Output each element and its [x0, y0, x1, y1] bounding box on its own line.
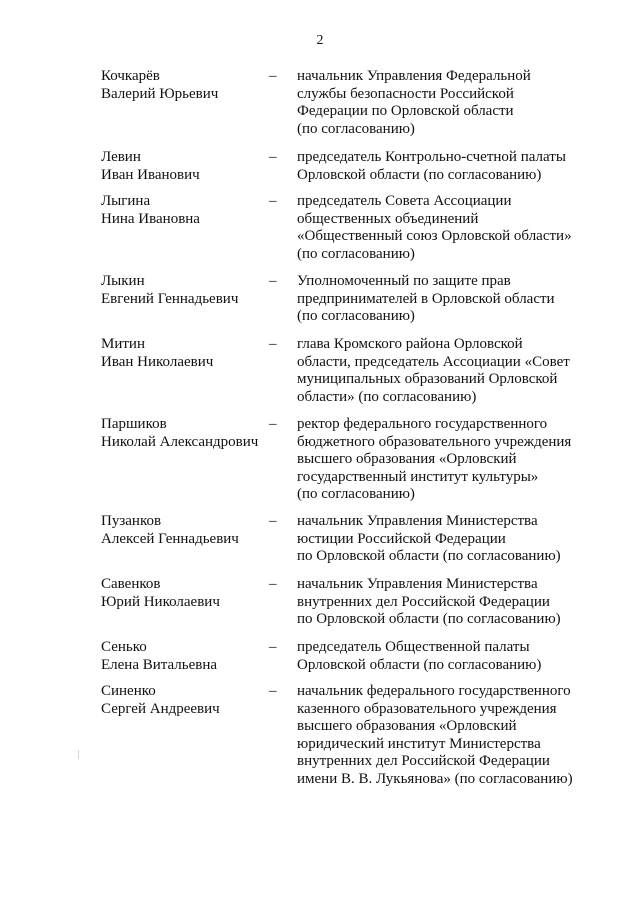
member-role-line: Федерации по Орловской области [297, 103, 514, 120]
member-role [297, 149, 597, 184]
member-role-line: внутренних дел Российской Федерации [297, 753, 550, 770]
member-given-names: Евгений Геннадьевич [101, 290, 239, 307]
member-given-names: Нина Ивановна [101, 210, 200, 227]
member-given-names: Валерий Юрьевич [101, 85, 219, 102]
member-name [101, 193, 266, 228]
member-surname: Пузанков [101, 513, 162, 529]
member-role-line: общественных объединений [297, 210, 479, 227]
member-row [0, 683, 640, 787]
member-role-line: (по согласованию) [297, 120, 415, 137]
member-name [101, 68, 266, 103]
member-role-line: начальник Управления Федеральной [297, 68, 531, 84]
member-dash: – [269, 683, 277, 699]
member-role-line: казенного образовательного учреждения [297, 700, 557, 717]
member-name [101, 416, 266, 451]
member-role [297, 336, 597, 406]
member-role-line: председатель Контрольно-счетной палаты [297, 149, 566, 165]
member-surname: Кочкарёв [101, 68, 160, 84]
member-role-line: области» (по согласованию) [297, 388, 477, 405]
member-role-line: начальник Управления Министерства [297, 576, 538, 592]
member-given-names: Елена Витальевна [101, 656, 218, 673]
member-role-line: государственный институт культуры» [297, 468, 539, 485]
member-row [0, 576, 640, 636]
member-dash: – [269, 193, 277, 209]
member-role-line: председатель Общественной палаты [297, 639, 530, 655]
member-role-line: глава Кромского района Орловской [297, 336, 523, 352]
member-given-names: Сергей Андреевич [101, 700, 220, 717]
member-name [101, 576, 266, 611]
member-role-line: (по согласованию) [297, 245, 415, 262]
member-dash: – [269, 273, 277, 289]
member-role [297, 68, 597, 138]
member-role-line: по Орловской области (по согласованию) [297, 611, 561, 628]
member-role [297, 513, 597, 566]
member-role-line: бюджетного образовательного учреждения [297, 433, 572, 450]
member-dash: – [269, 576, 277, 592]
member-role-line: «Общественный союз Орловской области» [297, 228, 572, 245]
member-name [101, 639, 266, 674]
member-role-line: муниципальных образований Орловской [297, 371, 558, 388]
member-role [297, 639, 597, 674]
member-role-line: по Орловской области (по согласованию) [297, 548, 561, 565]
member-surname: Левин [101, 149, 141, 165]
member-role-line: имени В. В. Лукьянова» (по согласованию) [297, 770, 573, 787]
member-row [0, 273, 640, 333]
member-role-line: Орловской области (по согласованию) [297, 166, 542, 183]
member-given-names: Иван Иванович [101, 166, 200, 183]
page-number: 2 [316, 33, 324, 48]
member-name [101, 513, 266, 548]
member-role [297, 273, 597, 326]
member-role-line: начальник федерального государственного [297, 683, 571, 699]
member-surname: Лыгина [101, 193, 151, 209]
member-surname: Синенко [101, 683, 156, 699]
member-role-line: области, председатель Ассоциации «Совет [297, 353, 570, 370]
member-given-names: Иван Николаевич [101, 353, 214, 370]
member-dash: – [269, 513, 277, 529]
member-role [297, 683, 597, 789]
member-row [0, 513, 640, 573]
member-row [0, 193, 640, 262]
member-role [297, 193, 597, 263]
member-dash: – [269, 68, 277, 84]
member-given-names: Алексей Геннадьевич [101, 530, 239, 547]
member-role-line: службы безопасности Российской [297, 85, 514, 102]
member-dash: – [269, 149, 277, 165]
member-role-line: Уполномоченный по защите прав [297, 273, 511, 289]
member-role-line: юстиции Российской Федерации [297, 530, 506, 547]
margin-mark [78, 750, 79, 759]
member-role-line: высшего образования «Орловский [297, 718, 517, 735]
member-row [0, 416, 640, 503]
member-row [0, 68, 640, 137]
member-role-line: председатель Совета Ассоциации [297, 193, 512, 209]
member-role [297, 416, 597, 504]
member-role-line: ректор федерального государственного [297, 416, 548, 432]
member-name [101, 149, 266, 184]
member-surname: Митин [101, 336, 145, 352]
member-role-line: (по согласованию) [297, 308, 415, 325]
member-row [0, 336, 640, 405]
member-name [101, 273, 266, 308]
member-surname: Паршиков [101, 416, 167, 432]
member-surname: Савенков [101, 576, 161, 592]
member-surname: Лыкин [101, 273, 145, 289]
member-name [101, 336, 266, 371]
member-role-line: юридический институт Министерства [297, 735, 541, 752]
member-role-line: Орловской области (по согласованию) [297, 656, 542, 673]
member-role-line: начальник Управления Министерства [297, 513, 538, 529]
member-given-names: Юрий Николаевич [101, 593, 220, 610]
member-given-names: Николай Александрович [101, 433, 259, 450]
member-role-line: внутренних дел Российской Федерации [297, 593, 550, 610]
member-dash: – [269, 639, 277, 655]
member-role-line: высшего образования «Орловский [297, 451, 517, 468]
member-role-line: (по согласованию) [297, 486, 415, 503]
member-dash: – [269, 416, 277, 432]
member-name [101, 683, 266, 718]
member-surname: Сенько [101, 639, 147, 655]
member-dash: – [269, 336, 277, 352]
member-role [297, 576, 597, 629]
member-role-line: предпринимателей в Орловской области [297, 290, 555, 307]
